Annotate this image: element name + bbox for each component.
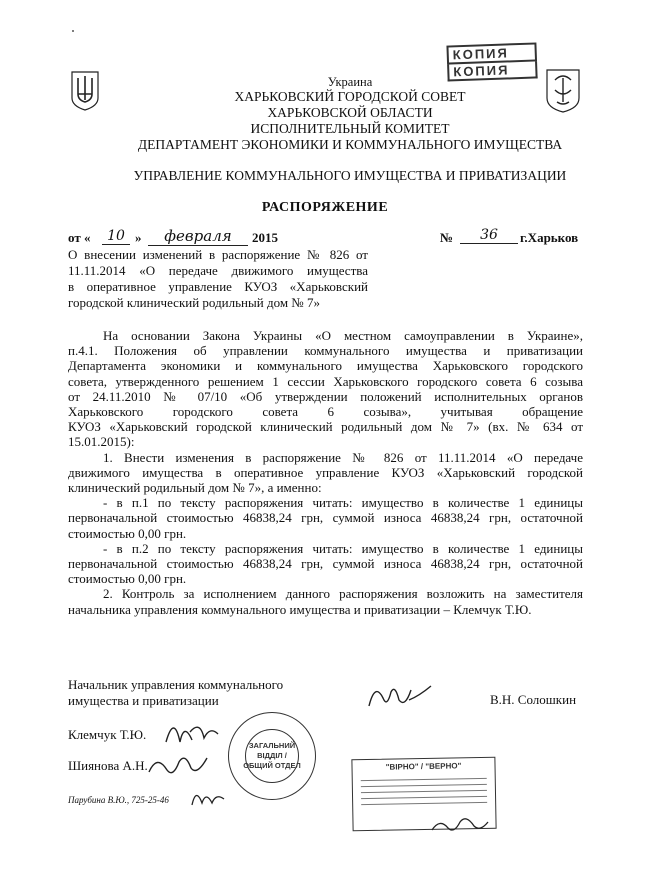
- verno-stamp-lines: [361, 773, 488, 805]
- header-department: ДЕПАРТАМЕНТ ЭКОНОМИКИ И КОММУНАЛЬНОГО ИМУЩЕСТВА: [137, 137, 563, 152]
- number-prefix: №: [440, 230, 454, 245]
- stamp-text: ВІДДІЛ /: [257, 751, 287, 760]
- header-region: ХАРЬКОВСКОЙ ОБЛАСТИ: [267, 105, 433, 120]
- subject-line: городской клинический родильный дом № 7»: [68, 295, 320, 310]
- body-text: [68, 328, 583, 617]
- date-prefix: от «: [68, 230, 91, 245]
- verno-stamp-title: "ВІРНО" / "ВЕРНО": [385, 761, 462, 772]
- head-title-line: Начальник управления коммунального: [68, 677, 284, 692]
- executor: Парубина В.Ю., 725-25-46: [68, 795, 169, 805]
- document-title: РАСПОРЯЖЕНИЕ: [261, 200, 389, 215]
- text-line: КУОЗ «Харьковский городской клинический родильный дом № 7» (вх. № 634 от: [68, 419, 583, 435]
- header-council: ХАРЬКОВСКИЙ ГОРОДСКОЙ СОВЕТ: [234, 89, 466, 104]
- subject-line: О внесении изменений в распоряжение № 826 от: [68, 247, 368, 262]
- date-line: [68, 227, 598, 248]
- paragraph-item-1: [68, 450, 583, 496]
- approver-klemchuk: Клемчук Т.Ю.: [68, 727, 147, 742]
- head-name: В.Н. Солошкин: [490, 692, 577, 707]
- subject-line: 11.11.2014 «О передаче движимого имущества: [68, 263, 368, 278]
- text-line: 2. Контроль за исполнением данного распоряжения возложить на заместителя: [103, 586, 583, 602]
- executor-signature: [188, 783, 228, 816]
- copy-stamp-text: КОПИЯ: [447, 61, 538, 81]
- header-directorate: УПРАВЛЕНИЕ КОММУНАЛЬНОГО ИМУЩЕСТВА И ПРИВАТИЗАЦИИ: [133, 168, 567, 183]
- text-line: движимого имущества в оперативное управление КУОЗ «Харьковский городской: [68, 464, 583, 480]
- stamp-text: ЗАГАЛЬНИЙ: [248, 741, 296, 750]
- approver-shiyanova: Шиянова А.Н.: [68, 758, 148, 773]
- head-title-line: имущества и приватизации: [68, 693, 219, 708]
- scan-dot: [72, 30, 74, 32]
- text-line: - в п.1 по тексту распоряжения читать: имущество в количестве 1 единицы: [103, 495, 583, 511]
- text-line: от 24.11.2010 № 07/10 «Об утверждении положений исполнительных органов: [68, 388, 583, 404]
- text-line: - в п.2 по тексту распоряжения читать: имущество в количестве 1 единицы: [103, 540, 583, 556]
- subject-block: [68, 247, 368, 311]
- text-line: п.4.1. Положения об управлении коммунального имущества и приватизации: [68, 343, 583, 359]
- date-day: 10: [102, 228, 130, 245]
- text-line: первоначальной стоимостью 46838,24 грн, суммой износа 46838,24 грн, остаточной: [68, 556, 583, 572]
- text-line: 15.01.2015):: [68, 434, 135, 450]
- text-line: стоимостью 0,00 грн.: [68, 571, 187, 587]
- document-number: 36: [460, 227, 518, 244]
- text-line: Харьковского городского совета 6 созыва», учитывая обращение: [68, 404, 583, 420]
- kharkiv-coat-of-arms-icon: [545, 68, 581, 114]
- date-month: февраля: [148, 227, 248, 246]
- text-line: 1. Внести изменения в распоряжение № 826 от 11.11.2014 «О передаче: [103, 449, 583, 465]
- head-signature: [365, 678, 435, 719]
- header-committee: ИСПОЛНИТЕЛЬНЫЙ КОМИТЕТ: [250, 121, 450, 136]
- paragraph-item-2: [68, 586, 583, 616]
- paragraph-subitem-1: [68, 495, 583, 541]
- text-line: стоимостью 0,00 грн.: [68, 525, 187, 541]
- head-title: [68, 677, 283, 709]
- header-country: Украина: [327, 75, 373, 89]
- text-line: совета, утвержденного решением 1 сессии Харьковского городского совета 6 созыва: [68, 373, 583, 389]
- date-year: 2015: [252, 230, 278, 245]
- paragraph-basis: [68, 328, 583, 450]
- city: г.Харьков: [520, 230, 579, 245]
- ukraine-coat-of-arms-icon: [70, 70, 100, 112]
- text-line: начальника управления коммунального имущества и приватизации – Клемчук Т.Ю.: [68, 601, 532, 617]
- paragraph-subitem-2: [68, 541, 583, 587]
- text-line: клинический родильный дом № 7», а именно:: [68, 480, 322, 496]
- subject-line: в оперативное управление КУОЗ «Харьковский: [68, 279, 368, 294]
- text-line: Департамента экономики и коммунального имущества Харьковского городского: [68, 358, 583, 374]
- text-line: первоначальной стоимостью 46838,24 грн, суммой износа 46838,24 грн, остаточной: [68, 510, 583, 526]
- date-mid: »: [135, 230, 142, 245]
- general-department-stamp: [228, 712, 316, 800]
- copy-stamp-text: КОПИЯ: [446, 42, 537, 64]
- stamp-text: ОБЩИЙ ОТДЕЛ: [243, 761, 301, 770]
- text-line: На основании Закона Украины «О местном самоуправлении в Украине»,: [103, 328, 583, 343]
- verno-signature: [430, 808, 490, 843]
